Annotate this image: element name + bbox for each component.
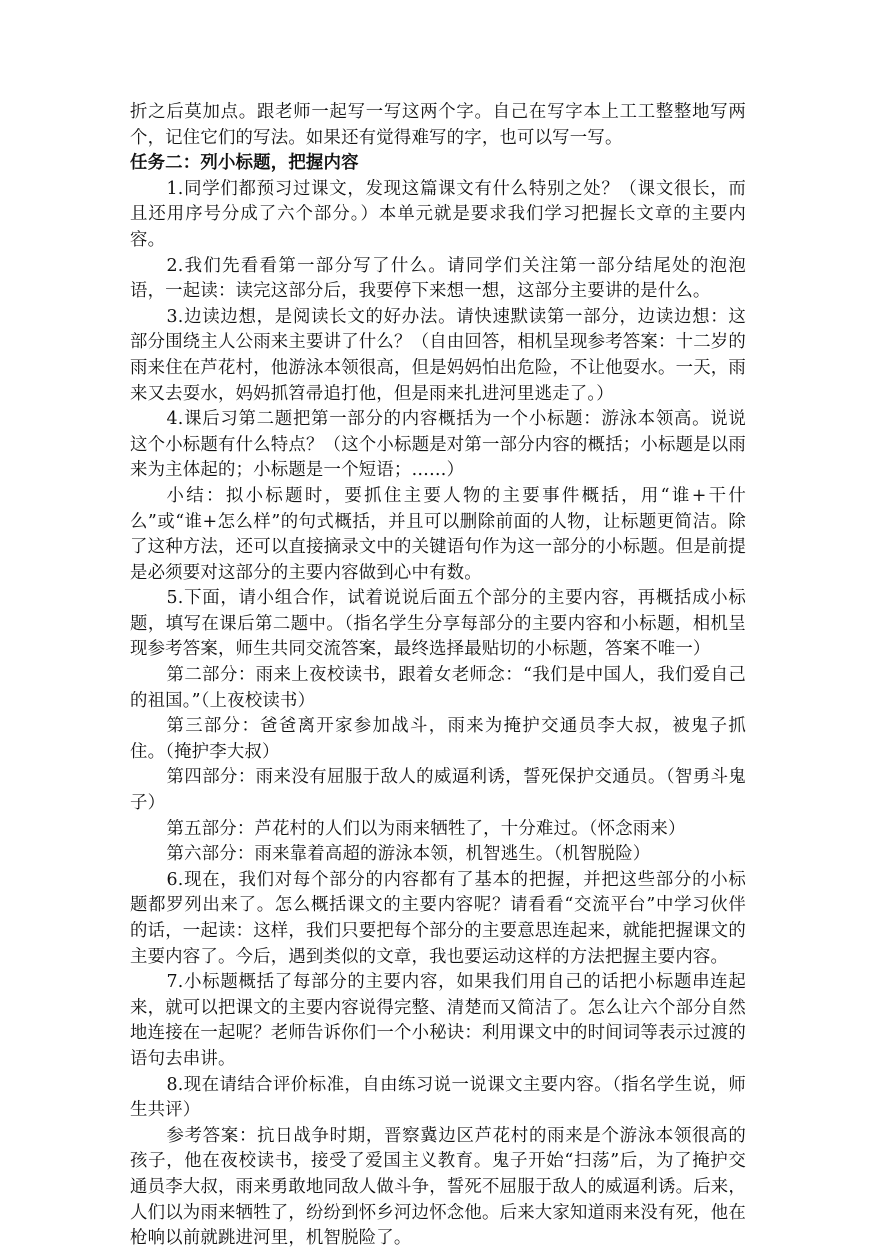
paragraph: 1.同学们都预习过课文，发现这篇课文有什么特别之处？（课文很长，而且还用序号分成了六个部分。）本单元就是要求我们学习把握长文章的主要内容。 [130, 178, 746, 250]
paragraph: 5.下面，请小组合作，试着说说后面五个部分的主要内容，再概括成小标题，填写在课后第二题中。（指名学生分享每部分的主要内容和小标题，相机呈现参考答案，师生共同交流答案，最终选择最贴切的小标题，答案不唯一） [130, 588, 746, 660]
paragraph: 2.我们先看看第一部分写了什么。请同学们关注第一部分结尾处的泡泡语，一起读：读完这部分后，我要停下来想一想，这部分主要讲的是什么。 [130, 255, 746, 302]
paragraph-part: 第五部分：芦花村的人们以为雨来牺牲了，十分难过。（怀念雨来） [166, 818, 686, 839]
paragraph: 6.现在，我们对每个部分的内容都有了基本的把握，并把这些部分的小标题都罗列出来了。怎么概括课文的主要内容呢？请看看“交流平台”中学习伙伴的话，一起读：这样，我们只要把每个部分的主要意思连起来，就能把握课文的主要内容了。今后，遇到类似的文章，我也要运动这样的方法把握主要内容。 [130, 869, 746, 967]
paragraph: 7.小标题概括了每部分的主要内容，如果我们用自己的话把小标题串连起来，就可以把课文的主要内容说得完整、清楚而又简洁了。怎么让六个部分自然地连接在一起呢？老师告诉你们一个小秘诀：利用课文中的时间词等表示过渡的语句去串讲。 [130, 972, 746, 1069]
paragraph-part: 第三部分：爸爸离开家参加战斗，雨来为掩护交通员李大叔，被鬼子抓住。（掩护李大叔） [130, 716, 746, 762]
paragraph-answer: 参考答案：抗日战争时期，晋察冀边区芦花村的雨来是个游泳本领很高的孩子，他在夜校读书，接受了爱国主义教育。鬼子开始“扫荡”后，为了掩护交通员李大叔，雨来勇敢地同敌人做斗争，誓死不屈服于敌人的威逼利诱。后来，人们以为雨来牺牲了，纷纷到怀乡河边怀念他。后来大家知道雨来没有死，他在枪响以前就跳进河里，机智脱险了。 [130, 1125, 746, 1249]
paragraph-part: 第二部分：雨来上夜校读书，跟着女老师念：“我们是中国人，我们爱自己的祖国。”（上夜校读书） [130, 665, 746, 711]
paragraph: 8.现在请结合评价标准，自由练习说一说课文主要内容。（指名学生说，师生共评） [130, 1074, 746, 1121]
paragraph: 4.课后习第二题把第一部分的内容概括为一个小标题：游泳本领高。说说这个小标题有什么特点？（这个小标题是对第一部分内容的概括；小标题是以雨来为主体起的；小标题是一个短语；……） [130, 409, 746, 481]
paragraph-part: 第六部分：雨来靠着高超的游泳本领，机智逃生。（机智脱险） [166, 844, 651, 865]
paragraph-part: 第四部分：雨来没有屈服于敌人的威逼利诱，誓死保护交通员。（智勇斗鬼子） [130, 767, 746, 814]
paragraph-continuation: 折之后莫加点。跟老师一起写一写这两个字。自己在写字本上工工整整地写两个，记住它们的写法。如果还有觉得难写的字，也可以写一写。 [130, 102, 746, 148]
section-heading: 任务二：列小标题，把握内容 [130, 153, 359, 174]
paragraph: 3.边读边想，是阅读长文的好办法。请快速默读第一部分，边读边想：这部分围绕主人公雨来主要讲了什么？（自由回答，相机呈现参考答案：十二岁的雨来住在芦花村，他游泳本领很高，但是妈妈怕出危险，不让他耍水。一天，雨来又去耍水，妈妈抓笤帚追打他，但是雨来扎进河里逃走了。） [130, 306, 746, 404]
document-body [130, 100, 746, 1252]
paragraph-summary: 小结：拟小标题时，要抓住主要人物的主要事件概括，用“谁+干什么”或“谁+怎么样”的句式概括，并且可以删除前面的人物，让标题更简洁。除了这种方法，还可以直接摘录文中的关键语句作为这一部分的小标题。但是前提是必须要对这部分的主要内容做到心中有数。 [130, 485, 746, 583]
